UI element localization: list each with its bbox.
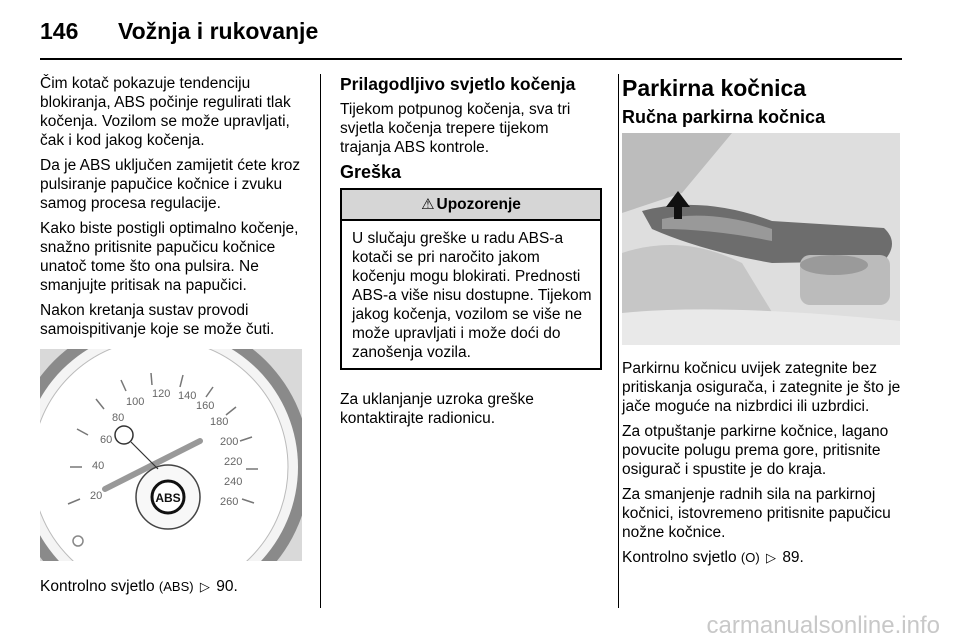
watermark: carmanualsonline.info <box>706 612 940 639</box>
page-reference[interactable]: 89. <box>782 549 804 566</box>
paragraph: Za uklanjanje uzroka greške kontaktirajte radionicu. <box>340 391 534 427</box>
tick-label: 80 <box>112 412 125 424</box>
abs-symbol: ABS <box>155 491 181 505</box>
page-reference-icon: ▷ <box>766 550 776 565</box>
tick-label: 200 <box>220 436 239 448</box>
abs-warning-light-figure <box>40 349 302 561</box>
parking-brake-figure <box>622 133 900 345</box>
caption-text: Kontrolno svjetlo <box>40 578 155 595</box>
warning-triangle-icon: ⚠ <box>421 196 435 213</box>
paragraph: Kako biste postigli optimalno kočenje, snažno pritisnite papučicu kočnice unatoč tome što ona pulsira. Ne smanjujte pritisak na papučici. <box>40 220 299 294</box>
paragraph: Za otpuštanje parkirne kočnice, lagano povucite polugu prema gore, pritisnite osigurač i spustite je do kraja. <box>622 423 889 478</box>
page-header <box>40 14 902 54</box>
caption <box>40 577 304 596</box>
warning-box <box>340 188 602 370</box>
paragraph: Nakon kretanja sustav provodi samoispitivanje koje se može čuti. <box>40 302 275 338</box>
section-heading: Greška <box>340 162 402 182</box>
column-left <box>40 74 304 602</box>
tick-label: 140 <box>178 390 197 402</box>
column-divider <box>320 74 321 608</box>
column-divider <box>618 74 619 608</box>
warning-title <box>342 190 600 221</box>
paragraph: Tijekom potpunog kočenja, sva tri svjetla kočenja trepere tijekom trajanja ABS kontrole. <box>340 101 571 156</box>
tick-label: 240 <box>224 476 243 488</box>
paragraph: Za smanjenje radnih sila na parkirnoj kočnici, istovremeno pritisnite papučicu nožne kočnice. <box>622 486 891 541</box>
column-right <box>622 74 904 573</box>
chapter-title: Vožnja i rukovanje <box>118 18 319 44</box>
warning-text: U slučaju greške u radu ABS-a kotači se pri naročito jakom kočenju mogu blokirati. Prednosti ABS-a više nisu dostupne. Tijekom jakog kočenja, vozilom se više ne može upravljati i može doći do zanošenja vozila. <box>352 230 592 361</box>
tick-label: 60 <box>100 434 113 446</box>
tick-label: 20 <box>90 490 103 502</box>
chapter-heading: Parkirna kočnica <box>622 75 807 101</box>
header-rule <box>40 58 902 60</box>
paragraph: Čim kotač pokazuje tendenciju blokiranja, ABS počinje regulirati tlak kočenja. Vozilom se može upravljati, čak i kod jakog kočenja. <box>40 75 291 149</box>
tick-label: 180 <box>210 416 229 428</box>
section-heading: Ručna parkirna kočnica <box>622 107 826 127</box>
abs-icon: (ABS) <box>158 579 194 594</box>
tick-label: 160 <box>196 400 215 412</box>
tick-label: 100 <box>126 396 145 408</box>
caption-text: Kontrolno svjetlo <box>622 549 737 566</box>
tick-label: 120 <box>152 388 171 400</box>
page-number: 146 <box>40 18 79 44</box>
page-reference[interactable]: 90. <box>216 578 238 595</box>
tick-label: 220 <box>224 456 243 468</box>
brake-warning-icon: (O) <box>740 550 760 565</box>
tick-label: 260 <box>220 496 239 508</box>
caption <box>622 548 904 567</box>
page-reference-icon: ▷ <box>199 579 210 594</box>
column-middle <box>340 74 602 434</box>
warning-title-text: Upozorenje <box>436 196 521 213</box>
tick-label: 40 <box>92 460 105 472</box>
paragraph: Parkirnu kočnicu uvijek zategnite bez pritiskanja osigurača, i zategnite je što je jače moguće na nizbrdici ili uzbrdici. <box>622 360 901 415</box>
paragraph: Da je ABS uključen zamijetit ćete kroz pulsiranje papučice kočnice i zvuku samog procesa regulacije. <box>40 157 301 212</box>
section-heading: Prilagodljivo svjetlo kočenja <box>340 74 576 94</box>
